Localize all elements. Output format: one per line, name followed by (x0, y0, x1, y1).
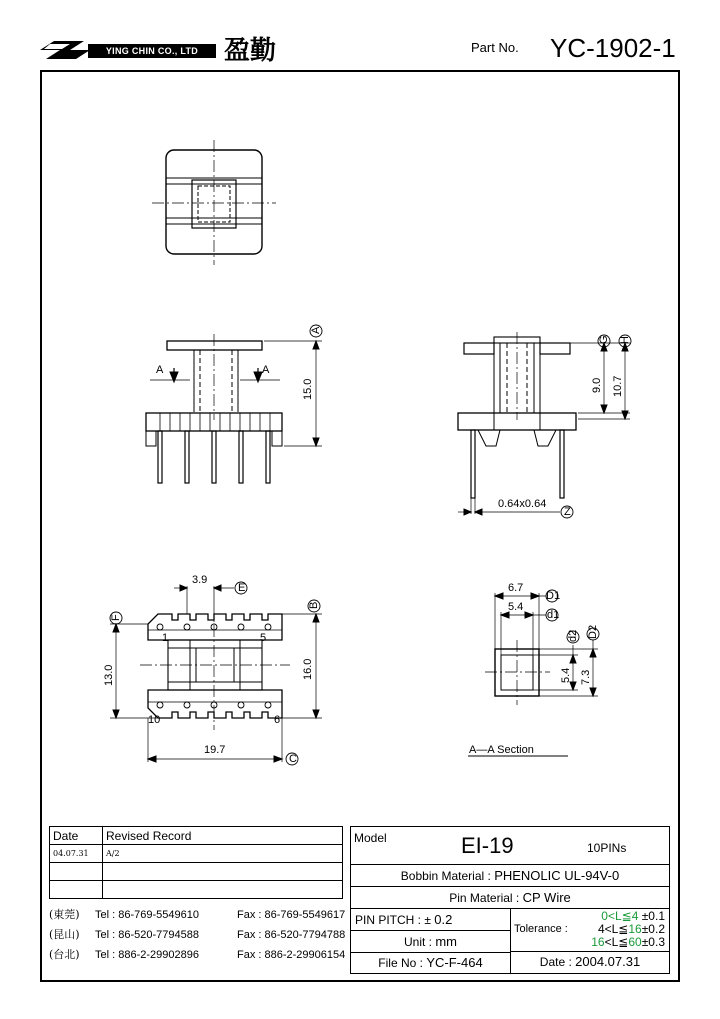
section-marker-right: A (262, 364, 270, 376)
spec-table (350, 826, 670, 974)
callout-d2-inner: d2 (567, 629, 579, 642)
contact-city: (東莞) (49, 908, 80, 921)
section-title: A—A Section (469, 744, 534, 756)
revision-record-cell (103, 881, 343, 899)
contact-city: (台北) (49, 948, 80, 961)
callout-b: B (308, 601, 320, 609)
tolerance-range-3c: 60 (628, 935, 642, 949)
contact-list (49, 905, 346, 965)
revision-record-cell: A/2 (103, 845, 343, 863)
left-spec-cells (351, 909, 511, 973)
contact-fax: Fax : 86-769-5549617 (237, 909, 346, 921)
pitch-value: 0.2 (434, 912, 453, 927)
callout-e: E (238, 582, 246, 594)
dim-section-outer-w: 6.7 (508, 582, 524, 594)
company-chinese-name: 盈勤 (224, 36, 277, 66)
date-cell (511, 952, 669, 972)
pin-material-label: Pin Material : (449, 891, 520, 905)
tolerance-value-3: ±0.3 (641, 935, 665, 949)
unit-value: mm (435, 934, 458, 949)
section-marker-left: A (156, 364, 164, 376)
dim-section-outer-h: 7.3 (580, 669, 592, 685)
pin-material-value: CP Wire (522, 890, 571, 905)
dim-front-height: 15.0 (302, 378, 314, 400)
dim-bottom-left: 13.0 (103, 664, 115, 686)
bobbin-value: PHENOLIC UL-94V-0 (494, 868, 620, 883)
callout-c: C (289, 753, 297, 765)
dim-side-inner: 9.0 (591, 377, 603, 393)
file-value: YC-F-464 (426, 955, 483, 970)
pin-label-1: 1 (162, 632, 169, 644)
contact-fax: Fax : 86-520-7794788 (237, 929, 346, 941)
model-label: Model (354, 831, 387, 845)
contact-fax: Fax : 886-2-29906154 (237, 949, 346, 961)
callout-d1-inner: d1 (547, 609, 560, 621)
dim-pin-size: 0.64x0.64 (498, 498, 547, 510)
dim-bottom-top: 3.9 (192, 574, 208, 586)
callout-a: A (310, 326, 322, 334)
contact-row (49, 905, 346, 925)
model-value: EI-19 (461, 833, 514, 858)
dim-section-inner-w: 5.4 (508, 601, 524, 613)
tolerance-values (591, 910, 665, 949)
part-number-label: Part No. (471, 40, 519, 55)
unit-label: Unit : (403, 935, 432, 949)
pin-label-6: 6 (274, 714, 281, 726)
pitch-cell (351, 909, 510, 931)
technical-drawing (40, 70, 680, 825)
revision-record-header: Revised Record (103, 827, 343, 845)
pin-label-5: 5 (260, 632, 267, 644)
side-view (458, 332, 631, 518)
file-label: File No : (378, 956, 423, 970)
date-label: Date : (539, 955, 572, 969)
pin-label-10: 10 (148, 714, 161, 726)
revision-date-cell (50, 863, 103, 881)
bobbin-row (351, 865, 669, 887)
contact-tel: Tel : 86-769-5549610 (95, 909, 199, 921)
tolerance-cell (511, 909, 669, 952)
revision-date-cell (50, 881, 103, 899)
pin-material-row (351, 887, 669, 909)
part-number: YC-1902-1 (550, 33, 676, 63)
dim-section-inner-h: 5.4 (560, 667, 572, 683)
contact-row (49, 925, 346, 945)
model-row (351, 827, 669, 865)
dim-bottom-right: 16.0 (302, 658, 314, 680)
file-cell (351, 953, 510, 973)
callout-d1-outer: D1 (546, 590, 561, 602)
callout-d2-outer: D2 (587, 624, 599, 639)
dim-side-outer: 10.7 (612, 375, 624, 397)
tolerance-range-3b: <L≦ (604, 935, 629, 949)
pitch-label: PIN PITCH : ± (355, 913, 431, 927)
callout-h: H (619, 336, 631, 344)
company-name: YING CHIN CO., LTD (88, 44, 216, 58)
top-view (152, 140, 276, 265)
tolerance-range-2a: 4<L≦ (597, 922, 629, 936)
revision-date-cell: 04.07.31 (50, 845, 103, 863)
callout-g: G (598, 335, 610, 344)
revision-date-header: Date (50, 827, 103, 845)
tolerance-range-1: 0<L≦4 (601, 909, 639, 923)
pin-count: 10PINs (587, 841, 627, 855)
tolerance-value-2: ±0.2 (641, 922, 665, 936)
revision-record-cell (103, 863, 343, 881)
callout-f: F (110, 614, 122, 621)
dim-bottom-width: 19.7 (204, 744, 226, 756)
tolerance-range-3a: 16 (591, 935, 605, 949)
tolerance-value-1: ±0.1 (641, 909, 665, 923)
contact-tel: Tel : 86-520-7794588 (95, 929, 199, 941)
revision-table (49, 826, 346, 974)
callout-z: Z (564, 506, 571, 518)
bottom-view (110, 582, 322, 765)
front-view (146, 325, 322, 483)
tolerance-line-3 (591, 936, 665, 949)
contact-row (49, 945, 346, 965)
tolerance-label: Tolerance : (514, 923, 568, 935)
contact-tel: Tel : 886-2-29902896 (95, 949, 199, 961)
bobbin-label: Bobbin Material : (400, 869, 491, 883)
tolerance-block (351, 909, 669, 973)
unit-cell (351, 931, 510, 953)
right-spec-cells (511, 909, 669, 973)
date-value: 2004.07.31 (575, 954, 641, 969)
tolerance-range-2b: 16 (628, 922, 642, 936)
contact-city: (昆山) (49, 928, 80, 941)
